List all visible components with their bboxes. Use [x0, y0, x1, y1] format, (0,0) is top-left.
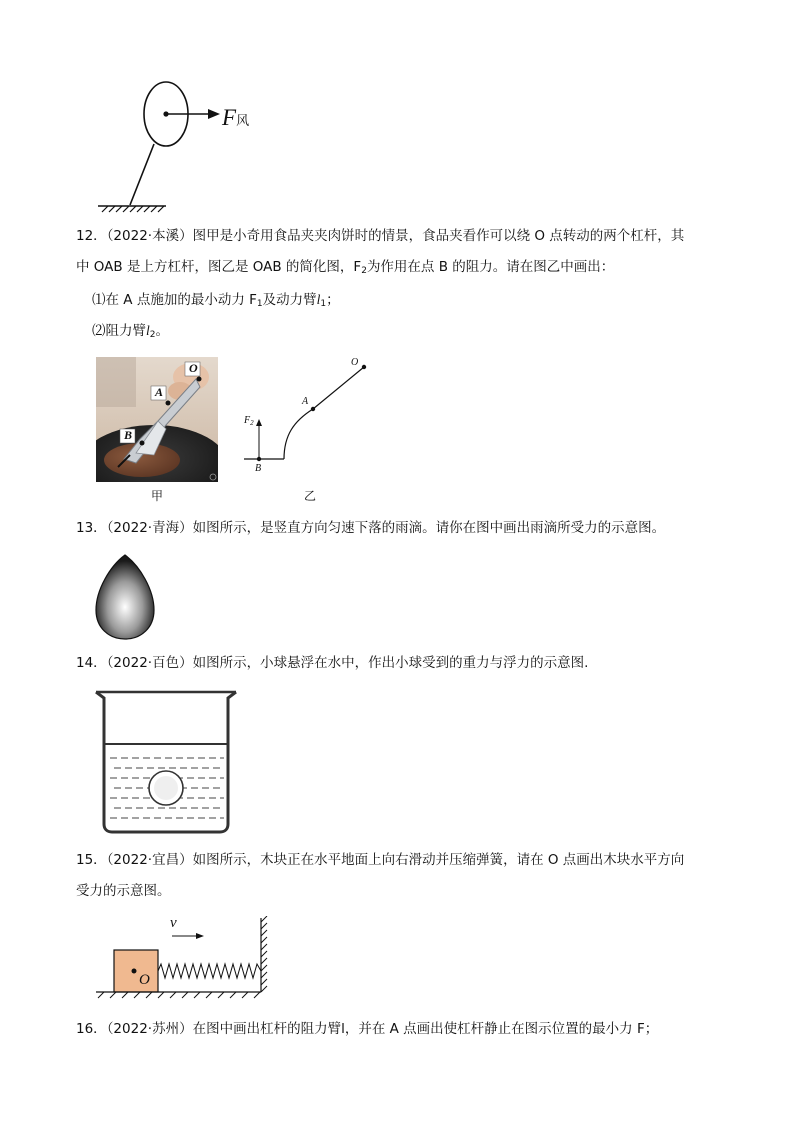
- photo-label-b: B: [124, 428, 133, 442]
- q15-line2: 受力的示意图。: [76, 883, 171, 899]
- photo-label-a: A: [155, 385, 164, 399]
- q15-line1: 15．（2022·宜昌）如图所示，木块正在水平地面上向右滑动并压缩弹簧，请在 O 点画出木块水平方向: [76, 852, 685, 868]
- velocity-label: v: [170, 915, 177, 931]
- block-o-label: O: [139, 972, 150, 988]
- q12-line1: 12．（2022·本溪）图甲是小奇用食品夹夹肉饼时的情景，食品夹看作可以绕 O 点转动的两个杠杆，其: [76, 228, 685, 244]
- lever-diagram: [238, 355, 378, 475]
- diagram-label-a: A: [302, 396, 309, 407]
- raindrop-figure: [92, 552, 158, 642]
- q14-text: 14．（2022·百色）如图所示，小球悬浮在水中，作出小球受到的重力与浮力的示意图.: [76, 655, 589, 671]
- photo-label-o: O: [189, 361, 198, 375]
- diagram-label-o: O: [351, 357, 359, 368]
- caption-yi: 乙: [304, 489, 317, 503]
- wind-lever-figure: [90, 78, 270, 218]
- q16-text: 16．（2022·苏州）在图中画出杠杆的阻力臂l，并在 A 点画出使杠杆静止在图示位置的最小力 F；: [76, 1021, 659, 1037]
- diagram-label-b: B: [255, 463, 262, 474]
- q13-text: 13．（2022·青海）如图所示，是竖直方向匀速下落的雨滴。请你在图中画出雨滴所受力的示意图。: [76, 520, 666, 536]
- q12-item1: ⑴在 A 点施加的最小动力 $F_1$及动力臂$l_1$；: [92, 292, 340, 309]
- q12-item2: ⑵阻力臂$l_2$。: [92, 323, 169, 340]
- caption-jia: 甲: [151, 489, 164, 503]
- beaker-figure: [92, 684, 242, 836]
- diagram-label-f2: $F_2$: [244, 415, 254, 427]
- tongs-photo: [96, 357, 218, 482]
- block-spring-figure: [94, 916, 276, 1000]
- wind-force-label: F风: [222, 105, 250, 130]
- q12-line2: 中 OAB 是上方杠杆，图乙是 OAB 的简化图，$F_2$为作用在点 B 的阻力。请在图乙中画出：: [76, 259, 615, 276]
